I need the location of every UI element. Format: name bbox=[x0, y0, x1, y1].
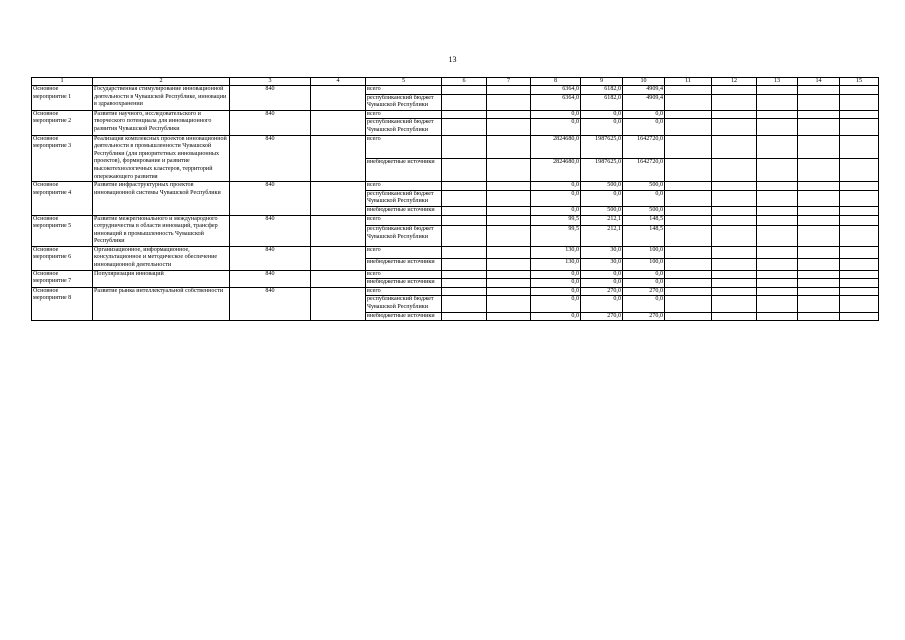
value-col-9: 500,0 bbox=[581, 182, 623, 191]
funding-source: всего bbox=[366, 86, 442, 95]
col-6-cell bbox=[442, 312, 487, 321]
col-13-cell bbox=[757, 110, 798, 119]
measure-name: Основное мероприятие 7 bbox=[32, 270, 93, 287]
value-col-9: 0,0 bbox=[581, 119, 623, 135]
value-col-8: 0,0 bbox=[531, 279, 581, 288]
measure-description: Развитие межрегионального и международного сотрудничества в области инноваций, трансфер инноваций в промышленность Чувашской Республики bbox=[93, 215, 230, 246]
col-15-cell bbox=[840, 287, 879, 296]
col-12-cell bbox=[712, 258, 757, 270]
col-6-cell bbox=[442, 287, 487, 296]
col-14-cell bbox=[798, 190, 840, 206]
value-col-8: 0,0 bbox=[531, 287, 581, 296]
col-14-cell bbox=[798, 86, 840, 95]
value-col-9: 0,0 bbox=[581, 270, 623, 279]
col-11-cell bbox=[665, 110, 712, 119]
value-col-9: 6182,0 bbox=[581, 86, 623, 95]
col-6-cell bbox=[442, 86, 487, 95]
value-col-10: 148,5 bbox=[623, 215, 665, 226]
col-4-cell bbox=[311, 110, 366, 135]
funding-source: всего bbox=[366, 287, 442, 296]
measure-row bbox=[32, 86, 879, 95]
measure-code: 840 bbox=[230, 135, 311, 182]
value-col-10: 148,5 bbox=[623, 226, 665, 247]
col-11-cell bbox=[665, 270, 712, 279]
col-15-cell bbox=[840, 258, 879, 270]
col-6-cell bbox=[442, 158, 487, 181]
value-col-8: 0,0 bbox=[531, 110, 581, 119]
value-col-10: 4909,4 bbox=[623, 94, 665, 110]
col-13-cell bbox=[757, 312, 798, 321]
col-12-cell bbox=[712, 270, 757, 279]
measure-description: Популяризация инноваций bbox=[93, 270, 230, 287]
header-cell: 4 bbox=[311, 78, 366, 86]
col-12-cell bbox=[712, 119, 757, 135]
col-11-cell bbox=[665, 215, 712, 226]
funding-source: внебюджетные источники bbox=[366, 258, 442, 270]
col-12-cell bbox=[712, 226, 757, 247]
col-6-cell bbox=[442, 110, 487, 119]
col-15-cell bbox=[840, 279, 879, 288]
col-11-cell bbox=[665, 226, 712, 247]
col-12-cell bbox=[712, 287, 757, 296]
col-7-cell bbox=[487, 86, 531, 95]
funding-source: республиканский бюджет Чувашской Республики bbox=[366, 226, 442, 247]
header-cell: 5 bbox=[366, 78, 442, 86]
measure-description: Развитие инфраструктурных проектов инновационной системы Чувашской Республики bbox=[93, 182, 230, 215]
col-13-cell bbox=[757, 190, 798, 206]
col-13-cell bbox=[757, 226, 798, 247]
funding-source: всего bbox=[366, 246, 442, 258]
col-4-cell bbox=[311, 135, 366, 182]
funding-source: республиканский бюджет Чувашской Республики bbox=[366, 296, 442, 312]
col-12-cell bbox=[712, 296, 757, 312]
header-cell: 6 bbox=[442, 78, 487, 86]
value-col-9: 270,0 bbox=[581, 287, 623, 296]
col-13-cell bbox=[757, 206, 798, 215]
col-13-cell bbox=[757, 258, 798, 270]
col-4-cell bbox=[311, 287, 366, 320]
measure-row bbox=[32, 135, 879, 158]
measure-name: Основное мероприятие 2 bbox=[32, 110, 93, 135]
value-col-10: 100,0 bbox=[623, 258, 665, 270]
col-4-cell bbox=[311, 86, 366, 111]
measure-row bbox=[32, 246, 879, 258]
col-11-cell bbox=[665, 312, 712, 321]
col-7-cell bbox=[487, 190, 531, 206]
value-col-8: 0,0 bbox=[531, 206, 581, 215]
col-7-cell bbox=[487, 287, 531, 296]
value-col-10: 1642720,0 bbox=[623, 135, 665, 158]
col-15-cell bbox=[840, 270, 879, 279]
page-number: 13 bbox=[448, 55, 457, 64]
value-col-10: 0,0 bbox=[623, 296, 665, 312]
funding-source: всего bbox=[366, 182, 442, 191]
col-7-cell bbox=[487, 279, 531, 288]
header-cell: 11 bbox=[665, 78, 712, 86]
col-13-cell bbox=[757, 182, 798, 191]
col-7-cell bbox=[487, 119, 531, 135]
col-6-cell bbox=[442, 135, 487, 158]
col-15-cell bbox=[840, 119, 879, 135]
col-12-cell bbox=[712, 206, 757, 215]
col-15-cell bbox=[840, 246, 879, 258]
col-6-cell bbox=[442, 270, 487, 279]
col-14-cell bbox=[798, 182, 840, 191]
col-6-cell bbox=[442, 182, 487, 191]
value-col-8: 99,5 bbox=[531, 215, 581, 226]
value-col-8: 130,0 bbox=[531, 258, 581, 270]
value-col-9: 212,1 bbox=[581, 226, 623, 247]
col-15-cell bbox=[840, 182, 879, 191]
measure-row bbox=[32, 215, 879, 226]
col-14-cell bbox=[798, 94, 840, 110]
col-13-cell bbox=[757, 296, 798, 312]
col-12-cell bbox=[712, 246, 757, 258]
value-col-8: 99,5 bbox=[531, 226, 581, 247]
col-12-cell bbox=[712, 110, 757, 119]
funding-source: всего bbox=[366, 110, 442, 119]
col-7-cell bbox=[487, 215, 531, 226]
col-7-cell bbox=[487, 94, 531, 110]
col-15-cell bbox=[840, 206, 879, 215]
col-12-cell bbox=[712, 312, 757, 321]
value-col-9: 0,0 bbox=[581, 110, 623, 119]
value-col-10: 100,0 bbox=[623, 246, 665, 258]
col-12-cell bbox=[712, 94, 757, 110]
col-15-cell bbox=[840, 226, 879, 247]
measure-code: 840 bbox=[230, 270, 311, 287]
col-14-cell bbox=[798, 226, 840, 247]
col-13-cell bbox=[757, 94, 798, 110]
value-col-10: 0,0 bbox=[623, 279, 665, 288]
measure-name: Основное мероприятие 3 bbox=[32, 135, 93, 182]
measure-code: 840 bbox=[230, 287, 311, 320]
col-13-cell bbox=[757, 270, 798, 279]
col-13-cell bbox=[757, 119, 798, 135]
col-14-cell bbox=[798, 279, 840, 288]
col-14-cell bbox=[798, 135, 840, 158]
value-col-8: 6364,0 bbox=[531, 86, 581, 95]
col-7-cell bbox=[487, 110, 531, 119]
col-13-cell bbox=[757, 287, 798, 296]
col-11-cell bbox=[665, 190, 712, 206]
value-col-10: 0,0 bbox=[623, 270, 665, 279]
col-6-cell bbox=[442, 190, 487, 206]
col-7-cell bbox=[487, 135, 531, 158]
col-13-cell bbox=[757, 246, 798, 258]
col-14-cell bbox=[798, 206, 840, 215]
value-col-10: 1642720,0 bbox=[623, 158, 665, 181]
value-col-8: 0,0 bbox=[531, 312, 581, 321]
funding-source: всего bbox=[366, 270, 442, 279]
header-cell: 9 bbox=[581, 78, 623, 86]
col-14-cell bbox=[798, 119, 840, 135]
value-col-9: 0,0 bbox=[581, 296, 623, 312]
value-col-9: 500,0 bbox=[581, 206, 623, 215]
header-cell: 7 bbox=[487, 78, 531, 86]
col-4-cell bbox=[311, 215, 366, 246]
budget-table bbox=[31, 77, 879, 321]
col-12-cell bbox=[712, 215, 757, 226]
col-15-cell bbox=[840, 158, 879, 181]
value-col-9: 270,0 bbox=[581, 312, 623, 321]
col-6-cell bbox=[442, 119, 487, 135]
col-12-cell bbox=[712, 158, 757, 181]
col-11-cell bbox=[665, 94, 712, 110]
value-col-10: 0,0 bbox=[623, 190, 665, 206]
col-6-cell bbox=[442, 94, 487, 110]
col-15-cell bbox=[840, 135, 879, 158]
value-col-10: 4909,4 bbox=[623, 86, 665, 95]
measure-code: 840 bbox=[230, 86, 311, 111]
col-11-cell bbox=[665, 182, 712, 191]
header-cell: 8 bbox=[531, 78, 581, 86]
col-7-cell bbox=[487, 312, 531, 321]
col-15-cell bbox=[840, 296, 879, 312]
header-cell: 14 bbox=[798, 78, 840, 86]
value-col-10: 0,0 bbox=[623, 110, 665, 119]
col-12-cell bbox=[712, 135, 757, 158]
value-col-10: 500,0 bbox=[623, 182, 665, 191]
col-11-cell bbox=[665, 206, 712, 215]
value-col-10: 0,0 bbox=[623, 119, 665, 135]
col-11-cell bbox=[665, 246, 712, 258]
measure-row bbox=[32, 270, 879, 279]
col-4-cell bbox=[311, 182, 366, 215]
measure-description: Государственная стимулирование инновационной деятельности в Чувашской Республике, инновации в здравоохранении bbox=[93, 86, 230, 111]
value-col-8: 0,0 bbox=[531, 182, 581, 191]
value-col-9: 1987625,0 bbox=[581, 158, 623, 181]
col-13-cell bbox=[757, 86, 798, 95]
value-col-9: 212,1 bbox=[581, 215, 623, 226]
header-cell: 1 bbox=[32, 78, 93, 86]
funding-source: внебюджетные источники bbox=[366, 279, 442, 288]
header-row bbox=[32, 78, 879, 86]
measure-description: Организационное, информационное, консультационное и методическое обеспечение инновационной деятельности bbox=[93, 246, 230, 270]
col-4-cell bbox=[311, 270, 366, 287]
value-col-10: 270,0 bbox=[623, 312, 665, 321]
measure-code: 840 bbox=[230, 182, 311, 215]
col-15-cell bbox=[840, 94, 879, 110]
value-col-9: 1987625,0 bbox=[581, 135, 623, 158]
col-15-cell bbox=[840, 215, 879, 226]
measure-description: Развитие рынка интеллектуальной собственности bbox=[93, 287, 230, 320]
col-15-cell bbox=[840, 86, 879, 95]
value-col-9: 0,0 bbox=[581, 190, 623, 206]
funding-source: республиканский бюджет Чувашской Республики bbox=[366, 94, 442, 110]
col-13-cell bbox=[757, 158, 798, 181]
value-col-9: 30,0 bbox=[581, 258, 623, 270]
col-11-cell bbox=[665, 258, 712, 270]
col-7-cell bbox=[487, 246, 531, 258]
col-11-cell bbox=[665, 135, 712, 158]
col-7-cell bbox=[487, 206, 531, 215]
measure-name: Основное мероприятие 8 bbox=[32, 287, 93, 320]
col-7-cell bbox=[487, 158, 531, 181]
funding-source: республиканский бюджет Чувашской Республики bbox=[366, 119, 442, 135]
measure-name: Основное мероприятие 4 bbox=[32, 182, 93, 215]
value-col-8: 0,0 bbox=[531, 119, 581, 135]
value-col-10: 500,0 bbox=[623, 206, 665, 215]
measure-code: 840 bbox=[230, 246, 311, 270]
col-14-cell bbox=[798, 246, 840, 258]
header-cell: 3 bbox=[230, 78, 311, 86]
value-col-8: 2824680,0 bbox=[531, 135, 581, 158]
col-14-cell bbox=[798, 110, 840, 119]
col-15-cell bbox=[840, 110, 879, 119]
col-15-cell bbox=[840, 190, 879, 206]
header-cell: 2 bbox=[93, 78, 230, 86]
col-7-cell bbox=[487, 258, 531, 270]
funding-source: внебюджетные источники bbox=[366, 158, 442, 181]
col-12-cell bbox=[712, 86, 757, 95]
col-14-cell bbox=[798, 258, 840, 270]
col-13-cell bbox=[757, 135, 798, 158]
value-col-8: 0,0 bbox=[531, 270, 581, 279]
col-11-cell bbox=[665, 296, 712, 312]
value-col-9: 6182,0 bbox=[581, 94, 623, 110]
col-11-cell bbox=[665, 158, 712, 181]
col-6-cell bbox=[442, 246, 487, 258]
header-cell: 12 bbox=[712, 78, 757, 86]
header-cell: 15 bbox=[840, 78, 879, 86]
measure-description: Развитие научного, исследовательского и творческого потенциала для инновационного развития Чувашской Республики bbox=[93, 110, 230, 135]
measure-name: Основное мероприятие 6 bbox=[32, 246, 93, 270]
col-14-cell bbox=[798, 312, 840, 321]
value-col-9: 0,0 bbox=[581, 279, 623, 288]
measure-description: Реализация комплексных проектов инновационной деятельности в промышленности Чувашской Республики (для приоритетных инновационных проектов), формирование и развитие высокотехнологичных кластеров, территорий опережающего развития bbox=[93, 135, 230, 182]
measure-row bbox=[32, 110, 879, 119]
header-cell: 13 bbox=[757, 78, 798, 86]
col-7-cell bbox=[487, 226, 531, 247]
col-14-cell bbox=[798, 270, 840, 279]
measure-row bbox=[32, 287, 879, 296]
col-6-cell bbox=[442, 279, 487, 288]
col-15-cell bbox=[840, 312, 879, 321]
col-7-cell bbox=[487, 270, 531, 279]
value-col-8: 0,0 bbox=[531, 190, 581, 206]
col-4-cell bbox=[311, 246, 366, 270]
col-6-cell bbox=[442, 296, 487, 312]
col-13-cell bbox=[757, 279, 798, 288]
value-col-8: 6364,0 bbox=[531, 94, 581, 110]
col-6-cell bbox=[442, 215, 487, 226]
measure-name: Основное мероприятие 5 bbox=[32, 215, 93, 246]
measure-row bbox=[32, 182, 879, 191]
col-14-cell bbox=[798, 215, 840, 226]
value-col-8: 0,0 bbox=[531, 296, 581, 312]
measure-name: Основное мероприятие 1 bbox=[32, 86, 93, 111]
col-11-cell bbox=[665, 119, 712, 135]
col-6-cell bbox=[442, 226, 487, 247]
funding-source: внебюджетные источники bbox=[366, 312, 442, 321]
col-12-cell bbox=[712, 182, 757, 191]
col-14-cell bbox=[798, 296, 840, 312]
col-14-cell bbox=[798, 158, 840, 181]
col-6-cell bbox=[442, 206, 487, 215]
measure-code: 840 bbox=[230, 110, 311, 135]
col-12-cell bbox=[712, 190, 757, 206]
value-col-8: 130,0 bbox=[531, 246, 581, 258]
funding-source: всего bbox=[366, 215, 442, 226]
col-11-cell bbox=[665, 86, 712, 95]
value-col-9: 30,0 bbox=[581, 246, 623, 258]
col-12-cell bbox=[712, 279, 757, 288]
funding-source: всего bbox=[366, 135, 442, 158]
col-6-cell bbox=[442, 258, 487, 270]
col-11-cell bbox=[665, 287, 712, 296]
funding-source: республиканский бюджет Чувашской Республики bbox=[366, 190, 442, 206]
funding-source: внебюджетные источники bbox=[366, 206, 442, 215]
col-7-cell bbox=[487, 296, 531, 312]
header-cell: 10 bbox=[623, 78, 665, 86]
col-14-cell bbox=[798, 287, 840, 296]
col-11-cell bbox=[665, 279, 712, 288]
measure-code: 840 bbox=[230, 215, 311, 246]
value-col-10: 270,0 bbox=[623, 287, 665, 296]
col-13-cell bbox=[757, 215, 798, 226]
col-7-cell bbox=[487, 182, 531, 191]
value-col-8: 2824680,0 bbox=[531, 158, 581, 181]
